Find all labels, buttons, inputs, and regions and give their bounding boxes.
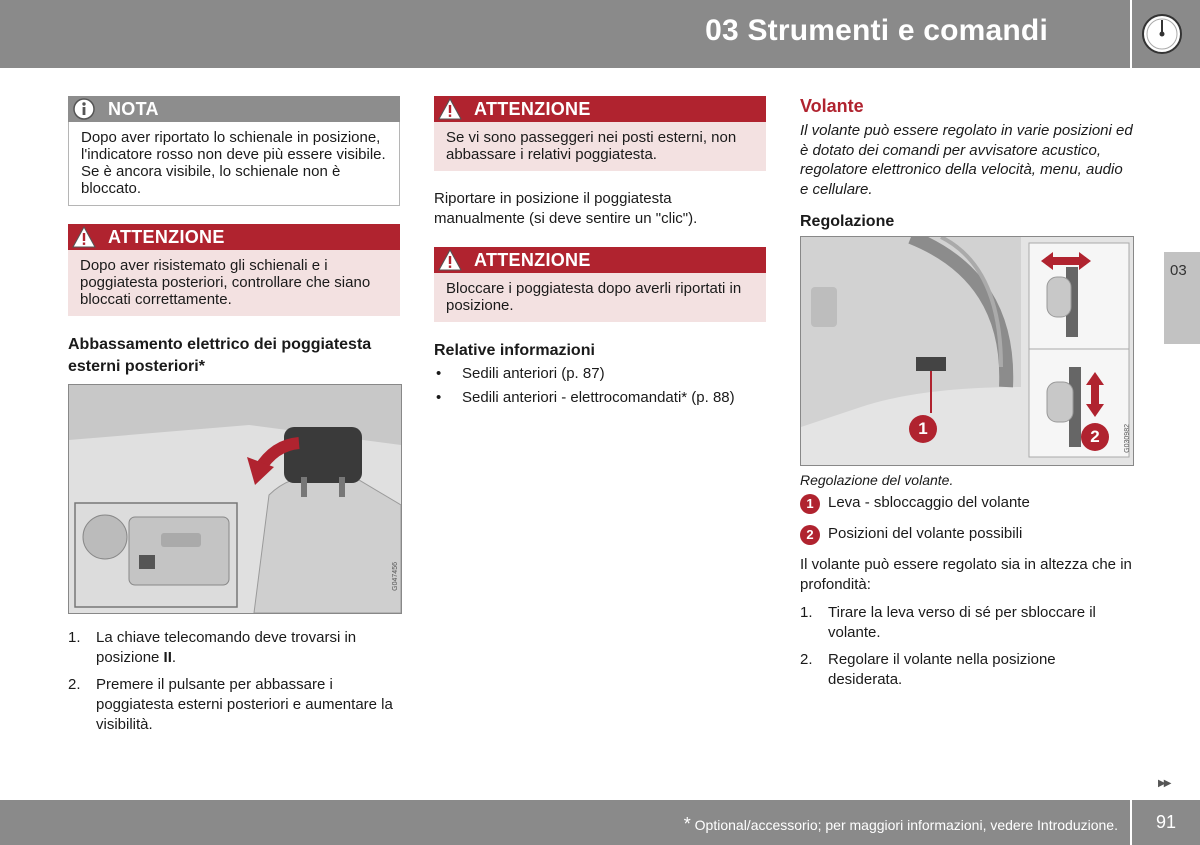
figure-caption: Regolazione del volante. [800, 472, 954, 488]
side-tab-label: 03 [1170, 262, 1187, 279]
page-footer [0, 800, 1130, 845]
column-1 [68, 96, 400, 742]
warning-triangle-icon [438, 98, 462, 120]
list-item: 2. Premere il pulsante per abbassare i poggiatesta esterni posteriori e aumentare la visibilità. [68, 676, 393, 733]
note-header [68, 96, 400, 122]
info-icon [72, 98, 96, 120]
section-heading: Abbassamento elettrico dei poggiatesta esterni posteriori* [68, 336, 372, 375]
section-title: Volante [800, 96, 864, 116]
warning-header [68, 224, 400, 250]
chapter-icon-box [1132, 0, 1200, 68]
warning-box [434, 247, 766, 322]
warning-label: ATTENZIONE [474, 99, 591, 119]
headrest-figure [68, 384, 402, 614]
warning-label: ATTENZIONE [474, 250, 591, 270]
footnote: * Optional/accessorio; per maggiori informazioni, vedere Introduzione. [683, 814, 1118, 834]
page-number-box [1132, 800, 1200, 845]
warning-text: Dopo aver risistemato gli schienali e i poggiatesta posteriori, controllare che siano bloccati correttamente. [68, 250, 400, 316]
legend-badge: 1 [800, 494, 820, 514]
chapter-title: 03 Strumenti e comandi [705, 14, 1048, 47]
legend-badge: 2 [800, 525, 820, 545]
chapter-side-tab[interactable] [1164, 252, 1200, 344]
note-label: NOTA [108, 99, 159, 119]
warning-header [434, 247, 766, 273]
list-item: 2. Regolare il volante nella posizione desiderata. [800, 651, 1056, 688]
steps-list [68, 628, 400, 735]
related-heading: Relative informazioni [434, 342, 595, 359]
intro-text: Il volante può essere regolato in varie posizioni ed è dotato dei comandi per avvisatore acustico, regolatore elettronico della velocità, menu, audio e cellulare. [800, 122, 1133, 198]
related-link[interactable]: • Sedili anteriori (p. 87) [436, 365, 605, 382]
list-item: 1. La chiave telecomando deve trovarsi in posizione II. [68, 629, 357, 666]
column-2 [434, 96, 766, 410]
warning-box [434, 96, 766, 171]
page-header [0, 0, 1130, 68]
steering-figure [800, 236, 1134, 466]
column-3 [800, 96, 1134, 697]
subheading: Regolazione [800, 213, 895, 230]
legend-item: 1 Leva - sbloccaggio del volante [800, 493, 1134, 513]
figure-code: G047456 [392, 562, 399, 591]
related-list [434, 362, 766, 410]
headrest-illustration [69, 385, 401, 613]
list-item: 1. Tirare la leva verso di sé per sbloccare il volante. [800, 604, 1096, 641]
body-paragraph: Il volante può essere regolato sia in altezza che in profondità: [800, 556, 1132, 593]
figure-code: G030982 [1124, 424, 1131, 453]
warning-text: Se vi sono passeggeri nei posti esterni, non abbassare i relativi poggiatesta. [434, 122, 766, 171]
note-text: Dopo aver riportato lo schienale in posizione, l'indicatore rosso non deve più essere visibile. Se è ancora visibile, lo schienale non è bloccato. [68, 122, 400, 206]
related-link[interactable]: • Sedili anteriori - elettrocomandati* (p. 88) [436, 389, 735, 406]
page-number: 91 [1155, 812, 1177, 832]
steps-list [800, 603, 1134, 690]
warning-triangle-icon [72, 226, 96, 248]
warning-header [434, 96, 766, 122]
legend [800, 493, 1134, 544]
figure-marker-2: 2 [1081, 423, 1109, 451]
warning-label: ATTENZIONE [108, 227, 225, 247]
gauge-icon [1140, 12, 1184, 56]
body-paragraph: Riportare in posizione il poggiatesta manualmente (si deve sentire un "clic"). [434, 190, 698, 227]
legend-item: 2 Posizioni del volante possibili [800, 524, 1134, 544]
double-arrow-right-icon: ▶▶ [1158, 778, 1170, 789]
warning-box [68, 224, 400, 316]
figure-marker-1: 1 [909, 415, 937, 443]
note-box [68, 96, 400, 206]
warning-text: Bloccare i poggiatesta dopo averli riportati in posizione. [434, 273, 766, 322]
warning-triangle-icon [438, 249, 462, 271]
